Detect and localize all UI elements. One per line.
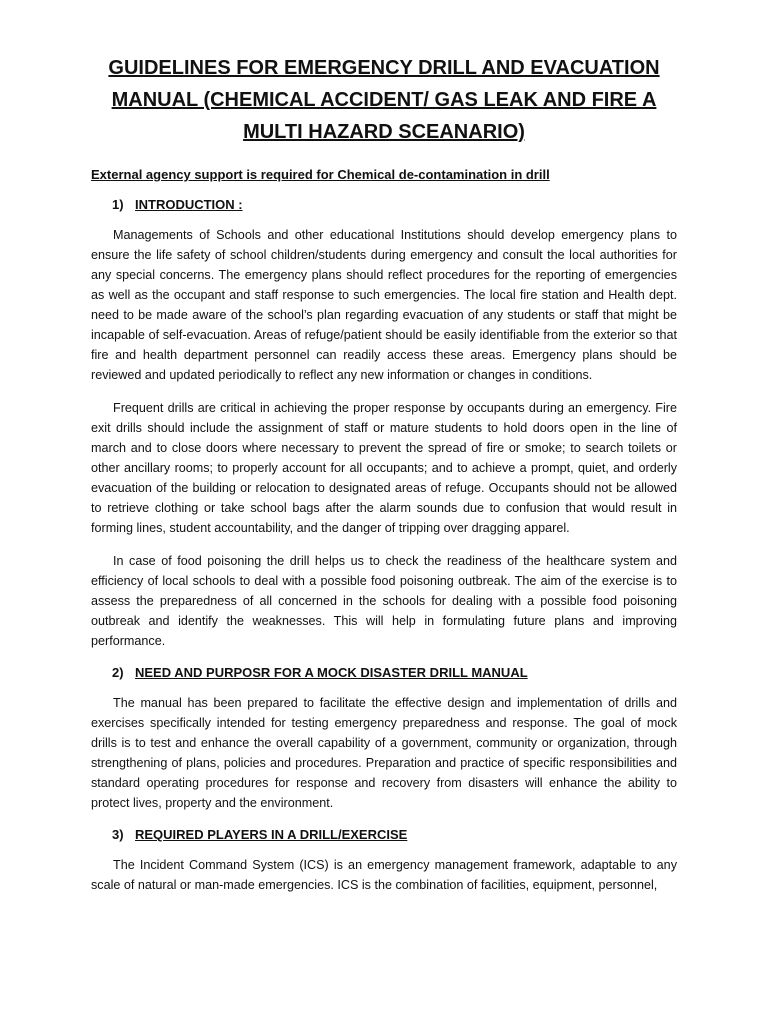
section-introduction	[91, 196, 677, 651]
paragraph: Frequent drills are critical in achieving the proper response by occupants during an emergency. Fire exit drills should include the assignment of staff or mature students to hold doors open in the line of march and to close doors where necessary to prevent the spread of fire or smoke; to search toilets or other ancillary rooms; to properly account for all occupants; and to achieve a prompt, quiet, and orderly evacuation of the building or relocation to designated areas of refuge. Occupants should not be allowed to retrieve clothing or take school bags after the alarm sounds due to confusion that would result in forming lines, student accountability, and the danger of tripping over dragging apparel.	[91, 401, 677, 535]
section-need-and-purpose	[91, 664, 677, 813]
section-title: INTRODUCTION :	[135, 197, 243, 212]
section-title: NEED AND PURPOSR FOR A MOCK DISASTER DRILL MANUAL	[135, 665, 528, 680]
section-title: REQUIRED PLAYERS IN A DRILL/EXERCISE	[135, 827, 408, 842]
section-heading	[91, 826, 677, 843]
section-required-players	[91, 826, 677, 895]
document-title: GUIDELINES FOR EMERGENCY DRILL AND EVACUATION MANUAL (CHEMICAL ACCIDENT/ GAS LEAK AND FIRE A MULTI HAZARD SCEANARIO)	[108, 57, 660, 143]
section-heading	[91, 664, 677, 681]
section-number: 2)	[112, 665, 124, 680]
paragraph: The Incident Command System (ICS) is an emergency management framework, adaptable to any scale of natural or man-made emergencies. ICS is the combination of facilities, equipment, personnel,	[91, 858, 677, 892]
section-heading	[91, 196, 677, 213]
paragraph: In case of food poisoning the drill helps us to check the readiness of the healthcare system and efficiency of local schools to deal with a possible food poisoning outbreak. The aim of the exercise is to assess the preparedness of all concerned in the schools for dealing with a possible food poisoning outbreak and identify the weaknesses. This will help in formulating future plans and improving performance.	[91, 554, 677, 648]
paragraph: Managements of Schools and other educational Institutions should develop emergency plans to ensure the life safety of school children/students during emergency and consult the local authorities for any special concerns. The emergency plans should reflect procedures for the reporting of emergencies as well as the occupant and staff response to such emergencies. The local fire station and Health dept. need to be made aware of the school’s plan regarding evacuation of any students or staff that might be incapable of self-evacuation. Areas of refuge/patient should be easily identifiable from the exterior so that fire and health department personnel can readily access these areas. Emergency plans should be reviewed and updated periodically to reflect any new information or changes in conditions.	[91, 228, 677, 382]
section-number: 3)	[112, 827, 124, 842]
external-support-notice: External agency support is required for Chemical de-contamination in drill	[91, 167, 550, 182]
paragraph: The manual has been prepared to facilitate the effective design and implementation of drills and exercises specifically intended for testing emergency preparedness and response. The goal of mock drills is to test and enhance the overall capability of a government, community or organization, through strengthening of plans, policies and procedures. Preparation and practice of specific responsibilities and standard operating procedures for response and recovery from disasters will enhance the ability to protect lives, property and the environment.	[91, 696, 677, 810]
section-number: 1)	[112, 197, 124, 212]
